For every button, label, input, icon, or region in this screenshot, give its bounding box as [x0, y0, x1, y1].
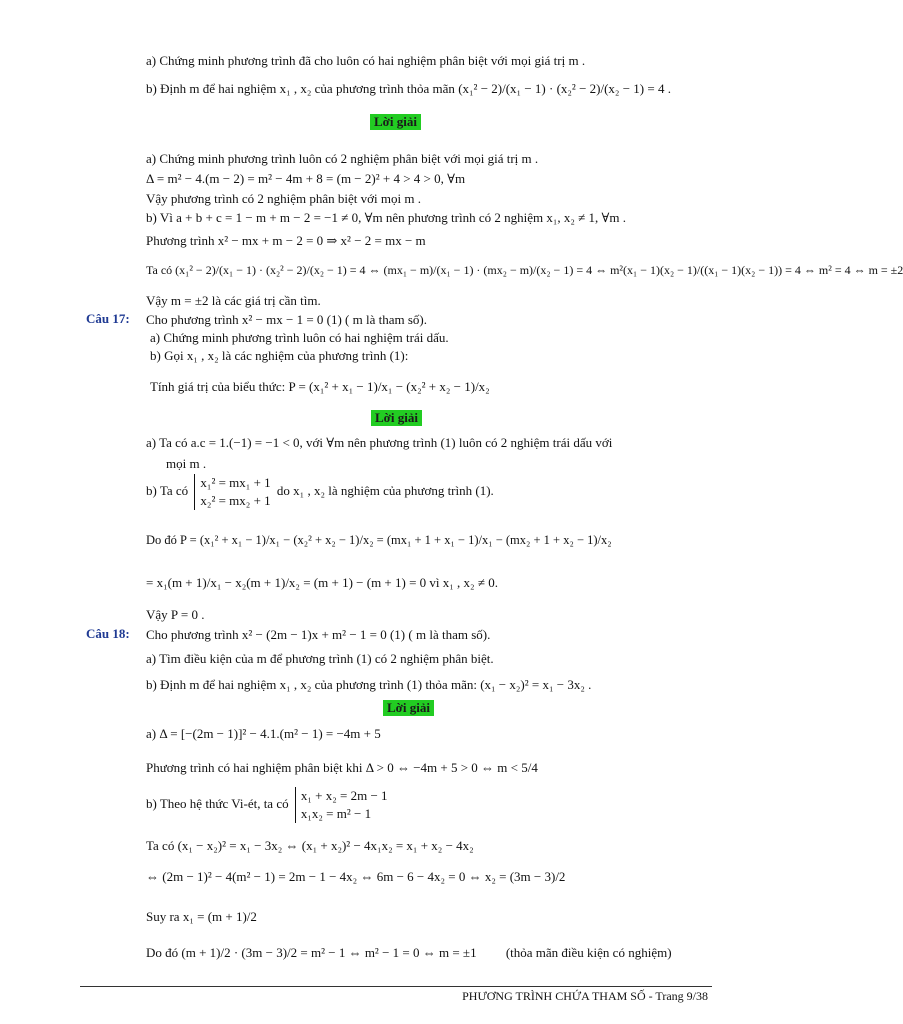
q18-label: Câu 18:	[86, 626, 130, 641]
q17-label: Câu 17:	[86, 311, 130, 326]
q18-solution-a: a) Δ = [−(2m − 1)]² − 4.1.(m² − 1) = −4m + 5	[146, 726, 381, 741]
q16-conclude-b: Vậy m = ±2 là các giá trị cần tìm.	[146, 293, 321, 308]
q18-statement: Cho phương trình x² − (2m − 1)x + m² − 1 = 0 (1) ( m là tham số).	[146, 627, 491, 642]
q18-solution-label: Lời giải	[383, 700, 434, 716]
q17-solution-b	[146, 474, 494, 510]
q17-expression	[150, 378, 490, 396]
q17-system-eq1: x₁² = mx₁ + 1	[200, 475, 271, 490]
q17-expression-formula: P = (x₁² + x₁ − 1)/x₁ − (x₂² + x₂ − 1)/x₂	[288, 379, 490, 394]
q16-delta: Δ = m² − 4.(m − 2) = m² − 4m + 8 = (m − 2)² + 4 > 4 > 0, ∀m	[146, 171, 466, 186]
q16-part-a: a) Chứng minh phương trình đã cho luôn có hai nghiệm phân biệt với mọi giá trị m .	[146, 53, 586, 68]
q18-system-eq2: x₁x₂ = m² − 1	[300, 806, 372, 821]
q18-line3: Suy ra x₁ = (m + 1)/2	[146, 909, 257, 924]
q18-solution-b	[146, 787, 391, 823]
q18-line4	[146, 944, 672, 962]
q18-part-b: b) Định m để hai nghiệm x₁ , x₂ của phương trình (1) thỏa mãn: (x₁ − x₂)² = x₁ − 3x₂ .	[146, 677, 592, 692]
footer-rule	[80, 986, 712, 987]
q17-part-b: b) Gọi x₁ , x₂ là các nghiệm của phương trình (1):	[150, 348, 409, 363]
q16-equation: Phương trình x² − mx + m − 2 = 0 ⇒ x² − 2 = mx − m	[146, 233, 426, 248]
q18-system	[295, 787, 388, 823]
q18-line2: ⇔ (2m − 1)² − 4(m² − 1) = 2m − 1 − 4x₂ ⇔ 6m − 6 − 4x₂ = 0 ⇔ x₂ = (3m − 3)/2	[146, 869, 566, 884]
q17-system-eq2: x₂² = mx₂ + 1	[200, 493, 271, 508]
q17-solution-a-line1: a) Ta có a.c = 1.(−1) = −1 < 0, với ∀m nên phương trình (1) luôn có 2 nghiệm trái dấu với	[146, 435, 613, 450]
q18-line4-eq: Do đó (m + 1)/2 · (3m − 3)/2 = m² − 1 ⇔ m² − 1 = 0 ⇔ m = ±1	[146, 945, 477, 960]
q17-solution-b-pre: b) Ta có	[146, 482, 189, 498]
q16-part-b-text: b) Định m để hai nghiệm x₁ , x₂ của phương trình thỏa mãn	[146, 81, 455, 96]
q17-derivation: Do đó P = (x₁² + x₁ − 1)/x₁ − (x₂² + x₂ − 1)/x₂ = (mx₁ + 1 + x₁ − 1)/x₁ − (mx₂ + 1 + x₂ − 1)/x₂	[146, 533, 612, 547]
q16-solution-a: a) Chứng minh phương trình luôn có 2 nghiệm phân biệt với mọi giá trị m .	[146, 151, 539, 166]
q17-solution-a-line2: mọi m .	[166, 456, 207, 471]
q18-line1: Ta có (x₁ − x₂)² = x₁ − 3x₂ ⇔ (x₁ + x₂)² − 4x₁x₂ = x₁ + x₂ − 4x₂	[146, 838, 474, 853]
q17-statement: Cho phương trình x² − mx − 1 = 0 (1) ( m là tham số).	[146, 312, 428, 327]
q16-solution-b: b) Vì a + b + c = 1 − m + m − 2 = −1 ≠ 0, ∀m nên phương trình có 2 nghiệm x₁, x₂ ≠ 1, ∀m .	[146, 210, 627, 225]
q17-expression-text: Tính giá trị của biểu thức:	[150, 379, 286, 394]
page-footer: PHƯƠNG TRÌNH CHỨA THAM SỐ - Trang 9/38	[462, 989, 708, 1003]
q17-system	[194, 474, 270, 510]
q18-line4-note: (thỏa mãn điều kiện có nghiệm)	[505, 945, 672, 960]
q18-part-a: a) Tìm điều kiện của m để phương trình (1) có 2 nghiệm phân biệt.	[146, 651, 494, 666]
q17-solution-b-post: do x₁ , x₂ là nghiệm của phương trình (1).	[276, 482, 494, 498]
q16-solution-label: Lời giải	[370, 114, 421, 130]
q16-conclude-a: Vậy phương trình có 2 nghiệm phân biệt với mọi m .	[146, 191, 421, 206]
q17-solution-label: Lời giải	[371, 410, 422, 426]
q18-solution-b-pre: b) Theo hệ thức Vi-ét, ta có	[146, 795, 289, 811]
q17-conclusion: Vậy P = 0 .	[146, 607, 205, 622]
q18-solution-a2: Phương trình có hai nghiệm phân biệt khi Δ > 0 ⇔ −4m + 5 > 0 ⇔ m < 5/4	[146, 760, 538, 775]
q17-part-a: a) Chứng minh phương trình luôn có hai nghiệm trái dấu.	[150, 330, 449, 345]
q16-derivation: Ta có (x₁² − 2)/(x₁ − 1) · (x₂² − 2)/(x₂ − 1) = 4 ⇔ (mx₁ − m)/(x₁ − 1) · (mx₂ − m)/(x₂ − 1) = 4 ⇔ m²(x₁ − 1)(x₂ − 1)/((x₁ − 1)(x₂ − 1)) = 4 ⇔ m² = 4 ⇔ m = ±2	[146, 263, 903, 277]
q17-continuation: = x₁(m + 1)/x₁ − x₂(m + 1)/x₂ = (m + 1) − (m + 1) = 0 vì x₁ , x₂ ≠ 0.	[146, 575, 498, 590]
q16-part-b	[146, 80, 671, 98]
q16-part-b-condition: (x₁² − 2)/(x₁ − 1) · (x₂² − 2)/(x₂ − 1) = 4 .	[458, 81, 671, 96]
q18-system-eq1: x₁ + x₂ = 2m − 1	[300, 788, 388, 803]
